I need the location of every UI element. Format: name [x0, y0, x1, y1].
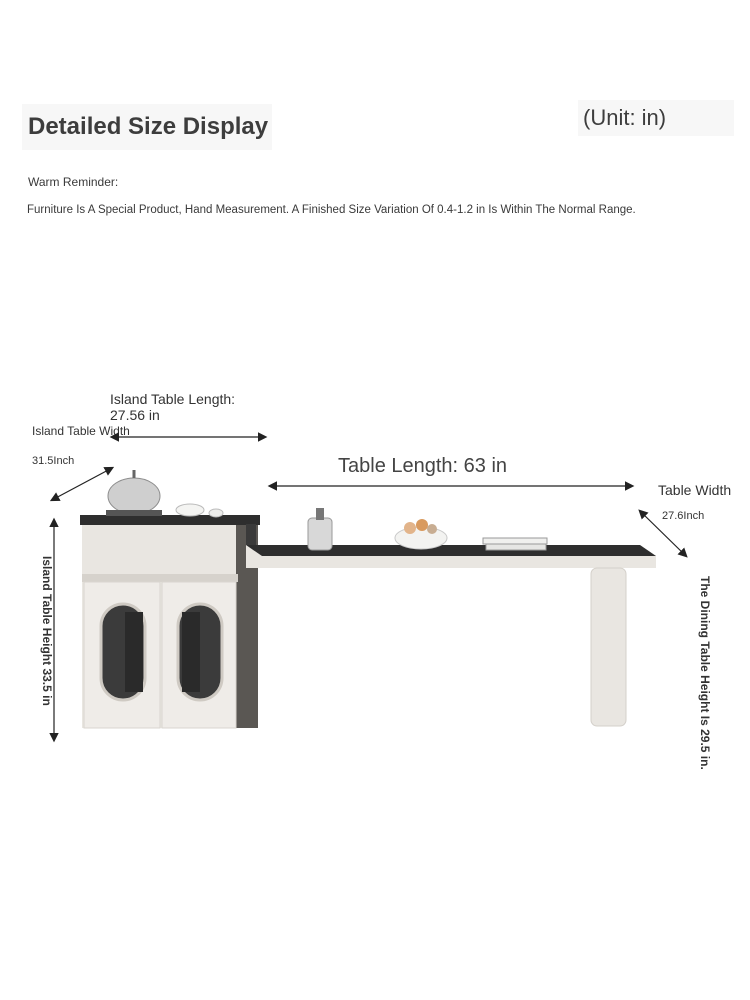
- table-width-value: 27.6Inch: [662, 510, 705, 522]
- reminder-text: Furniture Is A Special Product, Hand Measurement. A Finished Size Variation Of 0.4-1.2 in Is Within The Normal Range.: [27, 204, 636, 216]
- island-height-label: Island Table Height 33.5 in: [40, 556, 54, 706]
- dining-table: [246, 545, 656, 726]
- island-length-value: 27.56 in: [110, 407, 160, 423]
- table-length-label: Table Length: 63 in: [338, 455, 508, 477]
- reminder-label: Warm Reminder:: [28, 175, 119, 189]
- island-width-value: 31.5Inch: [32, 455, 75, 467]
- table-width-arrow: [640, 511, 686, 556]
- table-width-label: Table Width: [658, 482, 732, 498]
- unit-label: (Unit: in): [578, 100, 734, 136]
- table-decor: [308, 508, 547, 550]
- island-length-title: Island Table Length:: [110, 391, 236, 407]
- page-title: Detailed Size Display: [22, 104, 272, 150]
- island-cabinet: [80, 515, 260, 728]
- tea-set: [106, 470, 223, 517]
- dining-height-label: The Dining Table Height Is 29.5 in.: [698, 576, 712, 770]
- island-width-arrow: [52, 468, 112, 500]
- island-width-label: Island Table Width: [32, 424, 130, 438]
